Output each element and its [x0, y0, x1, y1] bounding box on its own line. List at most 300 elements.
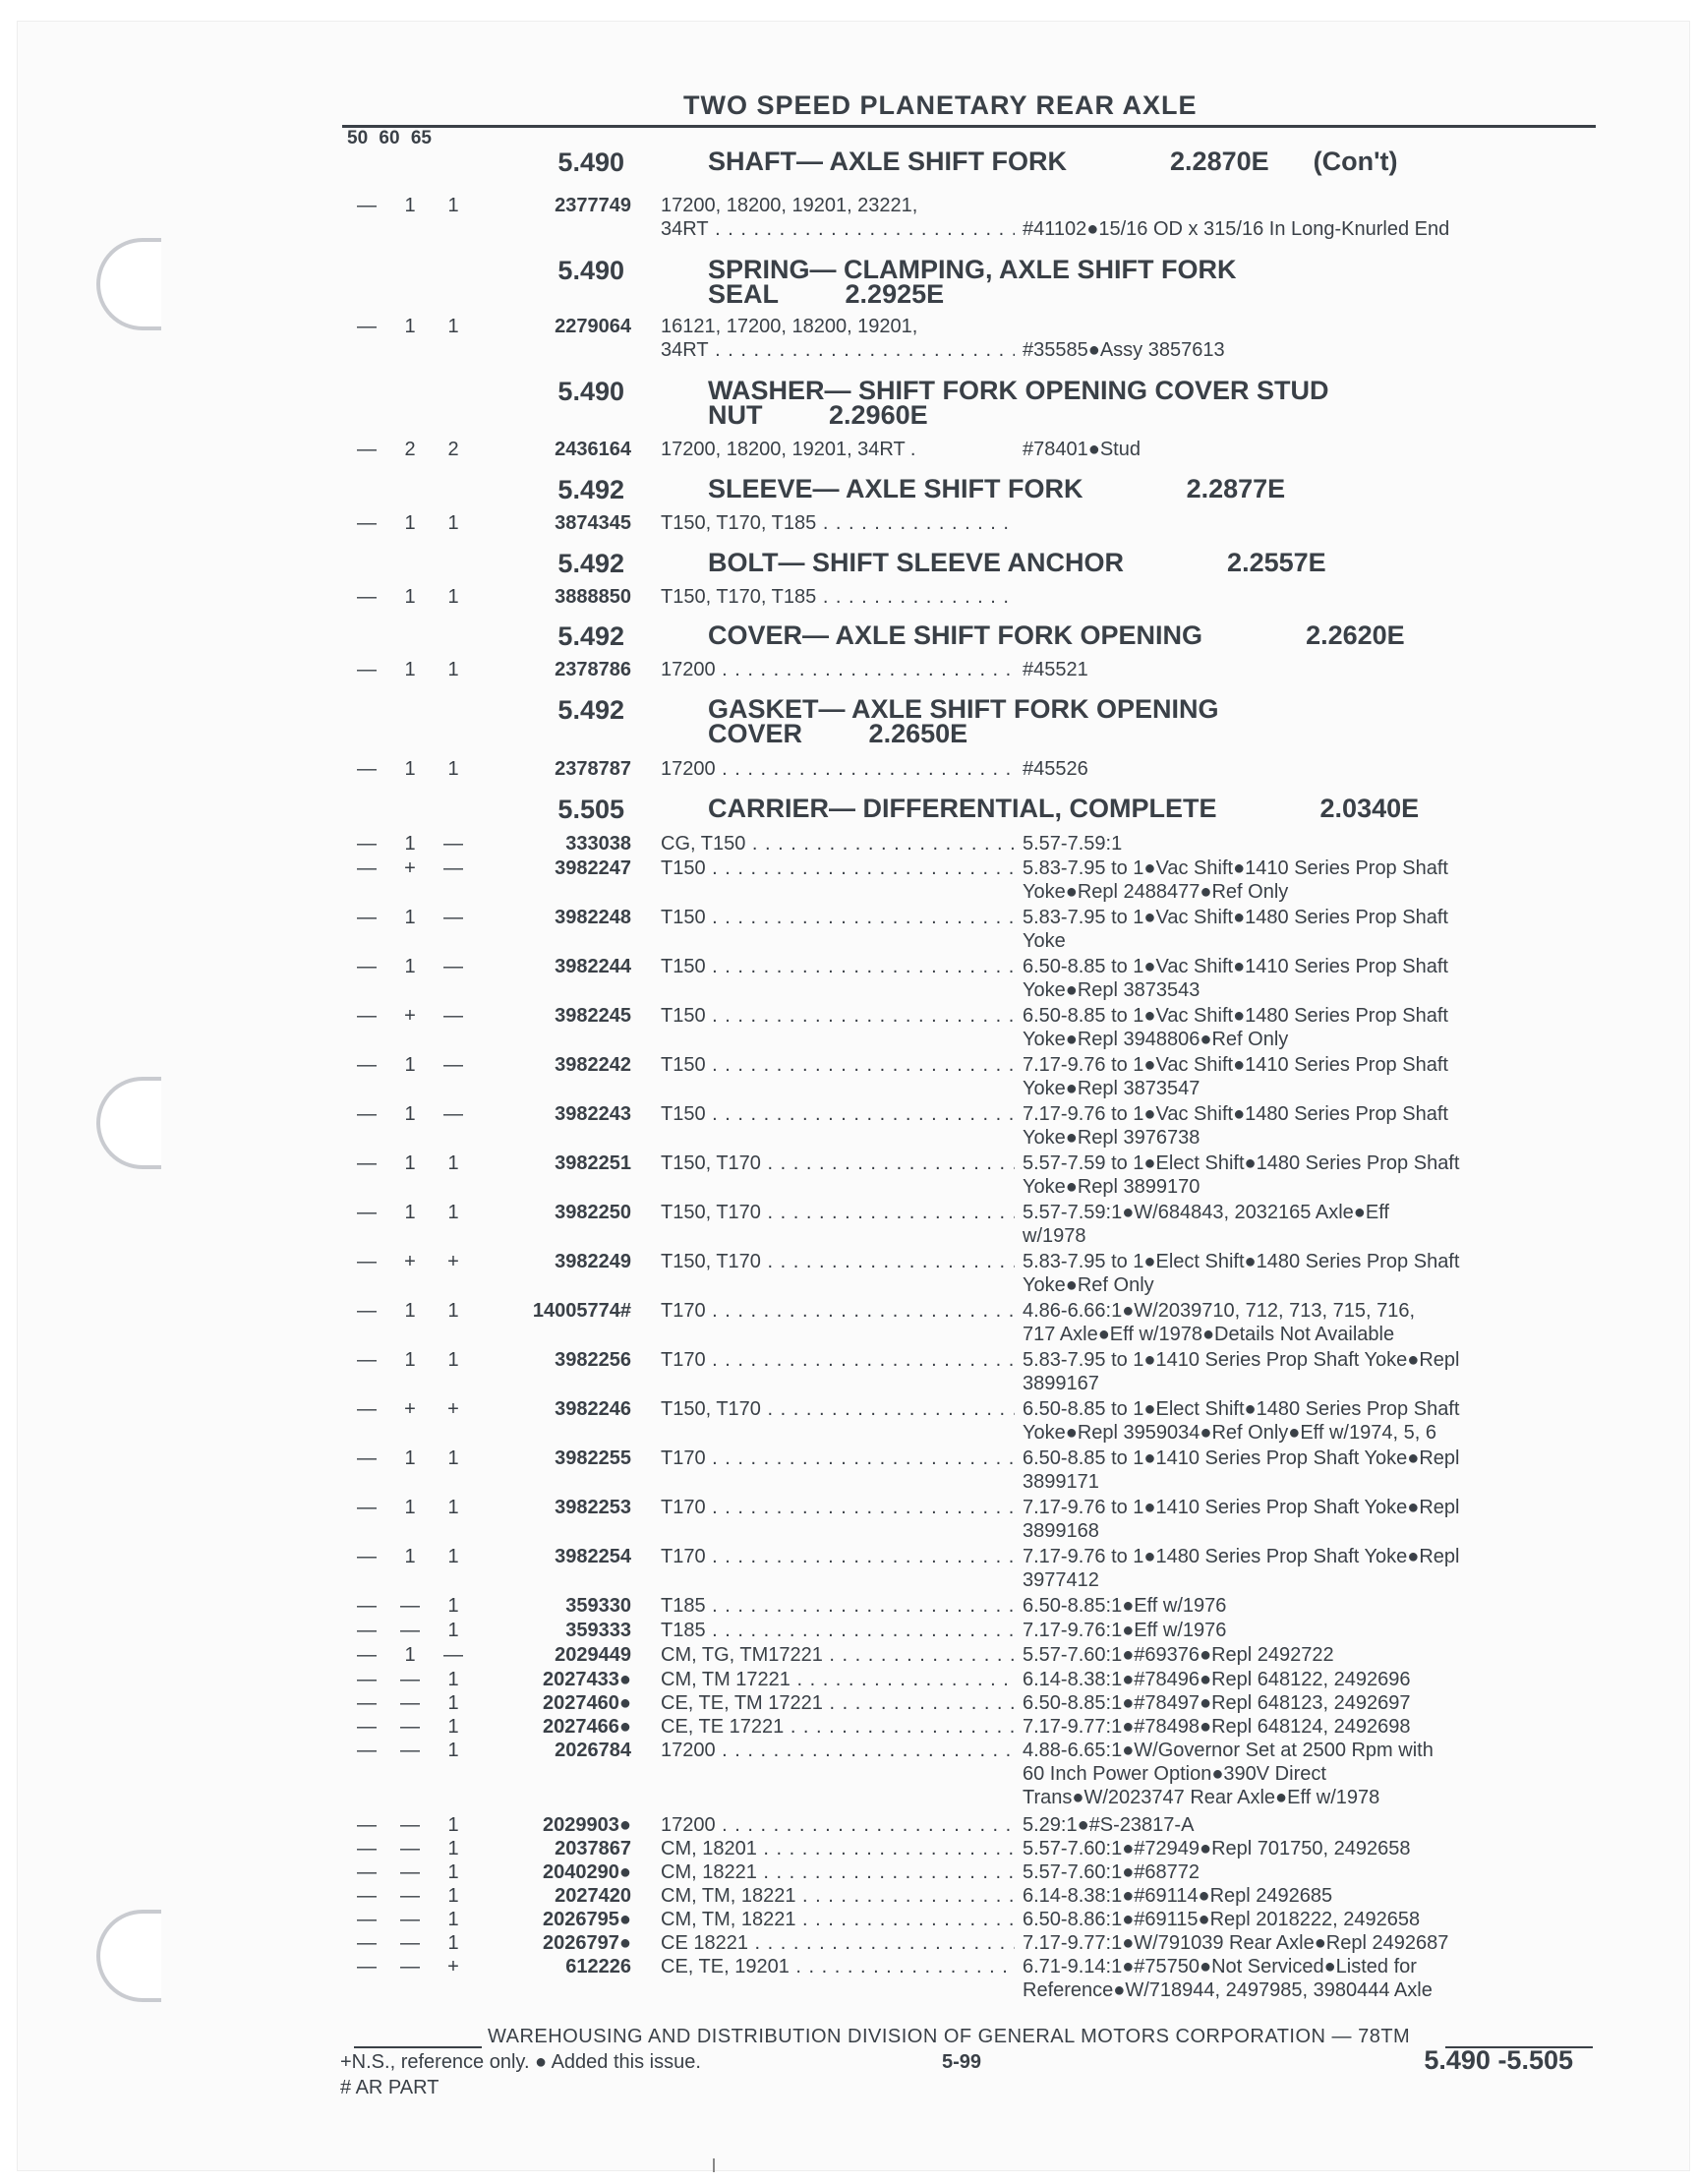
description-cont: [0, 1175, 1671, 1199]
description: 6.50-8.85 to 1●1410 Series Prop Shaft Yoke●Repl: [1023, 1447, 1460, 1469]
description-line: w/1978: [1023, 1225, 1086, 1247]
part-row: [0, 1884, 1671, 1908]
description: 6.71-9.14:1●#75750●Not Serviced●Listed for: [1023, 1956, 1417, 1977]
description-cont: [0, 1421, 1671, 1445]
qty-65: +: [447, 1956, 459, 1977]
qty-50: —: [357, 1202, 377, 1223]
section-name-cont: SEAL: [708, 279, 780, 309]
application: T150 . . .: [661, 856, 1015, 880]
qty-50: —: [357, 1838, 377, 1859]
qty-60: 1: [404, 833, 416, 855]
page-number: 5-99: [942, 2051, 982, 2073]
qty-50: —: [357, 586, 377, 608]
qty-50: —: [357, 1885, 377, 1907]
qty-65: —: [443, 833, 463, 855]
part-row: [0, 338, 1671, 362]
part-row: [0, 1837, 1671, 1860]
qty-50: —: [357, 857, 377, 879]
description: 4.86-6.66:1●W/2039710, 712, 713, 715, 716,: [1023, 1300, 1416, 1322]
qty-60: 1: [404, 1447, 416, 1469]
description-line: Reference●W/718944, 2497985, 3980444 Axle: [1023, 1979, 1433, 2001]
description: #41102●15/16 OD x 315/16 In Long-Knurled End: [1023, 218, 1450, 240]
application: CM, TG, TM17221 . . .: [661, 1643, 1015, 1667]
section-name-cont: NUT: [708, 400, 763, 430]
qty-65: —: [443, 857, 463, 879]
part-number: 3982246: [555, 1398, 631, 1420]
section-number: 5.490: [557, 148, 624, 177]
qty-60: 2: [404, 439, 416, 460]
application: CE, TE 17221 . . .: [661, 1715, 1015, 1739]
part-row: [0, 511, 1671, 535]
part-row: [0, 585, 1671, 609]
qty-60: 1: [404, 659, 416, 680]
section-name: GASKET— AXLE SHIFT FORK OPENING: [708, 694, 1219, 724]
part-row: [0, 906, 1671, 929]
part-number: 2026784: [555, 1740, 631, 1761]
application: T170 . . .: [661, 1446, 1015, 1470]
qty-50: —: [357, 1349, 377, 1371]
qty-50: —: [357, 1300, 377, 1322]
application-line1: 17200, 18200, 19201, 23221,: [661, 195, 918, 216]
description: 5.57-7.60:1●#72949●Repl 701750, 2492658: [1023, 1838, 1411, 1859]
qty-60: 1: [404, 1152, 416, 1174]
description: #45521: [1023, 659, 1088, 680]
part-number: 359333: [565, 1620, 631, 1641]
description: 6.50-8.85 to 1●Vac Shift●1480 Series Prop Shaft: [1023, 1005, 1448, 1027]
part-number: 2040290●: [543, 1861, 631, 1883]
qty-65: 1: [447, 1861, 459, 1883]
description-cont: [0, 1762, 1671, 1786]
part-number: 2436164: [555, 439, 631, 460]
page-range: 5.490 -5.505: [1424, 2045, 1573, 2075]
section-number: 5.492: [557, 549, 624, 578]
section-title: [708, 794, 1622, 823]
application: T150 . . .: [661, 1102, 1015, 1126]
description: 7.17-9.76 to 1●Vac Shift●1410 Series Prop Shaft: [1023, 1054, 1448, 1076]
description: 5.83-7.95 to 1●Vac Shift●1410 Series Prop Shaft: [1023, 857, 1448, 879]
section-title: [708, 376, 1622, 430]
part-row: [0, 1496, 1671, 1519]
qty-65: —: [443, 956, 463, 977]
description: 4.88-6.65:1●W/Governor Set at 2500 Rpm with: [1023, 1740, 1434, 1761]
part-row: [0, 1715, 1671, 1739]
part-number: 3874345: [555, 512, 631, 534]
description-cont: [0, 1273, 1671, 1297]
part-row: [0, 217, 1671, 241]
part-number: 3888850: [555, 586, 631, 608]
description: 6.50-8.85:1●#78497●Repl 648123, 2492697: [1023, 1692, 1411, 1714]
qty-65: 1: [447, 1814, 459, 1836]
description-cont: [0, 1978, 1671, 2002]
qty-65: —: [443, 1644, 463, 1666]
qty-65: 1: [447, 512, 459, 534]
part-number: 2027433●: [543, 1669, 631, 1690]
qty-65: 1: [447, 1497, 459, 1518]
qty-50: —: [357, 1251, 377, 1272]
part-number: 359330: [565, 1595, 631, 1617]
description-line: 3899171: [1023, 1471, 1099, 1493]
part-row: [0, 658, 1671, 681]
description: 5.83-7.95 to 1●Vac Shift●1480 Series Prop Shaft: [1023, 907, 1448, 928]
part-row: [0, 1813, 1671, 1837]
qty-65: 1: [447, 1300, 459, 1322]
qty-65: 1: [447, 1202, 459, 1223]
part-number: 2037867: [555, 1838, 631, 1859]
qty-60: —: [400, 1932, 420, 1954]
part-row: [0, 955, 1671, 978]
part-row: [0, 1908, 1671, 1931]
application: T150, T170 . . .: [661, 1151, 1015, 1175]
qty-65: 1: [447, 1838, 459, 1859]
description-line: Yoke: [1023, 930, 1066, 952]
section-name: COVER— AXLE SHIFT FORK OPENING: [708, 620, 1203, 650]
section-title: [708, 255, 1622, 309]
qty-65: 1: [447, 586, 459, 608]
qty-50: —: [357, 758, 377, 780]
part-number: 3982248: [555, 907, 631, 928]
application: 17200, 18200, 19201, 34RT .: [661, 439, 916, 460]
qty-50: —: [357, 1669, 377, 1690]
description-line: Yoke●Repl 3899170: [1023, 1176, 1200, 1198]
section-code: 2.2877E: [1186, 474, 1286, 503]
section-name: SPRING— CLAMPING, AXLE SHIFT FORK: [708, 255, 1237, 284]
part-row: [0, 1860, 1671, 1884]
part-row: [0, 1739, 1671, 1762]
description-cont: [0, 1126, 1671, 1150]
section-title: [708, 620, 1622, 650]
qty-50: —: [357, 1814, 377, 1836]
application: T170 . . .: [661, 1348, 1015, 1372]
qty-60: —: [400, 1595, 420, 1617]
qty-65: +: [447, 1398, 459, 1420]
section-name: WASHER— SHIFT FORK OPENING COVER STUD: [708, 376, 1329, 405]
part-row: [0, 1668, 1671, 1691]
qty-60: 1: [404, 758, 416, 780]
qty-60: —: [400, 1838, 420, 1859]
description: 6.50-8.85:1●Eff w/1976: [1023, 1595, 1227, 1617]
qty-50: —: [357, 1546, 377, 1567]
qty-50: —: [357, 1932, 377, 1954]
qty-65: 1: [447, 659, 459, 680]
qty-65: 1: [447, 195, 459, 216]
part-row: [0, 1151, 1671, 1175]
part-number: 3982253: [555, 1497, 631, 1518]
application: T150 . . .: [661, 906, 1015, 929]
qty-65: 1: [447, 1932, 459, 1954]
qty-50: —: [357, 195, 377, 216]
qty-60: —: [400, 1861, 420, 1883]
part-number: 2027466●: [543, 1716, 631, 1738]
qty-60: —: [400, 1909, 420, 1930]
part-number: 2027460●: [543, 1692, 631, 1714]
qty-60: 1: [404, 1300, 416, 1322]
description-cont: [0, 1519, 1671, 1543]
qty-65: 1: [447, 1740, 459, 1761]
description-line: 60 Inch Power Option●390V Direct: [1023, 1763, 1326, 1785]
section-number: 5.492: [557, 621, 624, 651]
qty-60: 1: [404, 1644, 416, 1666]
qty-65: 1: [447, 1669, 459, 1690]
qty-50: —: [357, 1740, 377, 1761]
application: CE 18221 . . .: [661, 1931, 1015, 1955]
description-cont: [0, 929, 1671, 953]
application: 34RT . . .: [661, 338, 1015, 362]
part-number: 2378787: [555, 758, 631, 780]
description: 5.57-7.60:1●#68772: [1023, 1861, 1200, 1883]
qty-60: —: [400, 1956, 420, 1977]
section-name: CARRIER— DIFFERENTIAL, COMPLETE: [708, 794, 1217, 823]
section-name-cont: COVER: [708, 719, 803, 748]
qty-50: —: [357, 956, 377, 977]
qty-60: 1: [404, 1054, 416, 1076]
description: 7.17-9.76 to 1●Vac Shift●1480 Series Prop Shaft: [1023, 1103, 1448, 1125]
part-row: [0, 1643, 1671, 1667]
part-row: [0, 1691, 1671, 1715]
application: CM, 18221 . . .: [661, 1860, 1015, 1884]
application-line1: 16121, 17200, 18200, 19201,: [661, 316, 918, 337]
description: 6.50-8.86:1●#69115●Repl 2018222, 2492658: [1023, 1909, 1421, 1930]
qty-60: —: [400, 1669, 420, 1690]
part-row: [0, 1053, 1671, 1077]
application: CE, TE, 19201 . . .: [661, 1955, 1015, 1978]
part-row: [0, 856, 1671, 880]
qty-50: —: [357, 1861, 377, 1883]
description-line: Yoke●Repl 3976738: [1023, 1127, 1200, 1149]
qty-60: 1: [404, 316, 416, 337]
qty-60: —: [400, 1814, 420, 1836]
description-line: Yoke●Repl 3873543: [1023, 979, 1200, 1001]
footer-legend-ar: # AR PART: [340, 2077, 439, 2098]
description-line: Yoke●Ref Only: [1023, 1274, 1154, 1296]
description-cont: [0, 1372, 1671, 1395]
description-line: 717 Axle●Eff w/1978●Details Not Available: [1023, 1324, 1395, 1345]
qty-50: —: [357, 1692, 377, 1714]
qty-60: 1: [404, 1103, 416, 1125]
description: 7.17-9.77:1●#78498●Repl 648124, 2492698: [1023, 1716, 1411, 1738]
section-title: [708, 548, 1622, 577]
section-code: 2.2650E: [868, 719, 968, 748]
part-row: [0, 1594, 1671, 1618]
description-line: 3977412: [1023, 1569, 1099, 1591]
part-number: 2026795●: [543, 1909, 631, 1930]
description: #78401●Stud: [1023, 439, 1141, 460]
application: T150 . . .: [661, 1004, 1015, 1028]
section-name: SLEEVE— AXLE SHIFT FORK: [708, 474, 1083, 503]
section-code: 2.2925E: [845, 279, 945, 309]
qty-50: —: [357, 316, 377, 337]
section-number: 5.505: [557, 795, 624, 824]
description-cont: [0, 1568, 1671, 1592]
qty-50: —: [357, 1716, 377, 1738]
qty-60: 1: [404, 956, 416, 977]
part-number: 3982245: [555, 1005, 631, 1027]
section-code: 2.2960E: [829, 400, 928, 430]
qty-50: —: [357, 512, 377, 534]
description: 6.50-8.85 to 1●Elect Shift●1480 Series Prop Shaft: [1023, 1398, 1460, 1420]
qty-65: —: [443, 1103, 463, 1125]
section-number: 5.490: [557, 256, 624, 285]
qty-50: —: [357, 1497, 377, 1518]
footer-legend: +N.S., reference only. ● Added this issue.: [340, 2051, 701, 2073]
part-row-prefix: [0, 194, 1671, 217]
description-line: Trans●W/2023747 Rear Axle●Eff w/1978: [1023, 1787, 1380, 1808]
part-row: [0, 1446, 1671, 1470]
description: 6.50-8.85 to 1●Vac Shift●1410 Series Prop Shaft: [1023, 956, 1448, 977]
part-row: [0, 1004, 1671, 1028]
description-cont: [0, 880, 1671, 904]
qty-60: —: [400, 1692, 420, 1714]
application: T150, T170 . . .: [661, 1201, 1015, 1224]
part-number: 3982244: [555, 956, 631, 977]
description-line: 3899168: [1023, 1520, 1099, 1542]
description: 5.57-7.59 to 1●Elect Shift●1480 Series Prop Shaft: [1023, 1152, 1460, 1174]
description: 7.17-9.77:1●W/791039 Rear Axle●Repl 2492687: [1023, 1932, 1449, 1954]
part-number: 2027420: [555, 1885, 631, 1907]
description: 5.57-7.59:1●W/684843, 2032165 Axle●Eff: [1023, 1202, 1389, 1223]
part-row: [0, 757, 1671, 781]
part-row: [0, 1201, 1671, 1224]
continued-label: (Con't): [1313, 147, 1398, 176]
qty-60: —: [400, 1620, 420, 1641]
description: 6.14-8.38:1●#69114●Repl 2492685: [1023, 1885, 1333, 1907]
part-row: [0, 1250, 1671, 1273]
part-number: 3982243: [555, 1103, 631, 1125]
section-title: [708, 474, 1622, 503]
part-number: 333038: [565, 833, 631, 855]
part-number: 2378786: [555, 659, 631, 680]
qty-65: 1: [447, 1909, 459, 1930]
section-number: 5.492: [557, 695, 624, 725]
description: 7.17-9.76:1●Eff w/1976: [1023, 1620, 1227, 1641]
application: T150, T170, T185 . . .: [661, 585, 1015, 609]
part-number: 3982249: [555, 1251, 631, 1272]
part-number: 612226: [565, 1956, 631, 1977]
application: 17200 . . .: [661, 757, 1015, 781]
section-number: 5.490: [557, 377, 624, 406]
part-number: 3982247: [555, 857, 631, 879]
application: CE, TE, TM 17221 . . .: [661, 1691, 1015, 1715]
application: 17200 . . .: [661, 1813, 1015, 1837]
description: 5.83-7.95 to 1●1410 Series Prop Shaft Yoke●Repl: [1023, 1349, 1460, 1371]
qty-65: —: [443, 1005, 463, 1027]
qty-60: +: [404, 857, 416, 879]
part-row: [0, 832, 1671, 856]
qty-65: 1: [447, 316, 459, 337]
description-cont: [0, 1323, 1671, 1346]
qty-65: 1: [447, 1546, 459, 1567]
description-cont: [0, 1224, 1671, 1248]
description-line: Yoke●Repl 3959034●Ref Only●Eff w/1974, 5, 6: [1023, 1422, 1436, 1444]
qty-65: 1: [447, 1885, 459, 1907]
application: T150, T170 . . .: [661, 1250, 1015, 1273]
qty-50: —: [357, 1644, 377, 1666]
description-cont: [0, 978, 1671, 1002]
qty-50: —: [357, 1595, 377, 1617]
qty-60: +: [404, 1398, 416, 1420]
header-rule: [342, 125, 1596, 128]
application: CM, TM 17221 . . .: [661, 1668, 1015, 1691]
description-line: 3899167: [1023, 1373, 1099, 1394]
part-row: [0, 1102, 1671, 1126]
footer-publisher: WAREHOUSING AND DISTRIBUTION DIVISION OF GENERAL MOTORS CORPORATION — 78TM: [488, 2026, 1411, 2047]
part-number: 3982250: [555, 1202, 631, 1223]
part-row: [0, 1299, 1671, 1323]
qty-50: —: [357, 659, 377, 680]
description: 5.57-7.60:1●#69376●Repl 2492722: [1023, 1644, 1334, 1666]
qty-60: 1: [404, 1546, 416, 1567]
application: 17200 . . .: [661, 658, 1015, 681]
qty-50: —: [357, 1447, 377, 1469]
part-number: 3982242: [555, 1054, 631, 1076]
part-row: [0, 1955, 1671, 1978]
description: 7.17-9.76 to 1●1410 Series Prop Shaft Yoke●Repl: [1023, 1497, 1460, 1518]
section-name: SHAFT— AXLE SHIFT FORK: [708, 147, 1067, 176]
part-number: 2279064: [555, 316, 631, 337]
application: CM, 18201 . . .: [661, 1837, 1015, 1860]
part-row: [0, 1545, 1671, 1568]
application: T150 . . .: [661, 955, 1015, 978]
part-row: [0, 1931, 1671, 1955]
qty-50: —: [357, 1103, 377, 1125]
description-cont: [0, 1470, 1671, 1494]
part-row: [0, 1619, 1671, 1642]
qty-65: 1: [447, 1716, 459, 1738]
qty-50: —: [357, 1398, 377, 1420]
application: T150, T170 . . .: [661, 1397, 1015, 1421]
qty-65: 1: [447, 758, 459, 780]
qty-65: 1: [447, 1620, 459, 1641]
qty-60: 1: [404, 512, 416, 534]
qty-50: —: [357, 1909, 377, 1930]
qty-65: 1: [447, 1152, 459, 1174]
qty-60: +: [404, 1251, 416, 1272]
section-code: 2.2557E: [1227, 548, 1326, 577]
part-number: 2029449: [555, 1644, 631, 1666]
description: 7.17-9.76 to 1●1480 Series Prop Shaft Yoke●Repl: [1023, 1546, 1460, 1567]
part-row: [0, 1348, 1671, 1372]
page-title: TWO SPEED PLANETARY REAR AXLE: [683, 90, 1198, 120]
application: T170 . . .: [661, 1299, 1015, 1323]
qty-60: +: [404, 1005, 416, 1027]
application: T185 . . .: [661, 1619, 1015, 1642]
part-number: 3982256: [555, 1349, 631, 1371]
section-title: [708, 694, 1622, 748]
description-cont: [0, 1786, 1671, 1809]
qty-65: 1: [447, 1692, 459, 1714]
part-row-prefix: [0, 315, 1671, 338]
part-number: 2026797●: [543, 1932, 631, 1954]
part-row: [0, 438, 1671, 461]
application: T170 . . .: [661, 1545, 1015, 1568]
footer-rule: [354, 2046, 482, 2048]
qty-50: —: [357, 1152, 377, 1174]
qty-60: 1: [404, 195, 416, 216]
description: 6.14-8.38:1●#78496●Repl 648122, 2492696: [1023, 1669, 1411, 1690]
qty-50: —: [357, 1005, 377, 1027]
description: 5.29:1●#S-23817-A: [1023, 1814, 1195, 1836]
section-name: BOLT— SHIFT SLEEVE ANCHOR: [708, 548, 1125, 577]
qty-60: 1: [404, 586, 416, 608]
qty-65: 1: [447, 1349, 459, 1371]
section-number: 5.492: [557, 475, 624, 504]
description: 5.83-7.95 to 1●Elect Shift●1480 Series Prop Shaft: [1023, 1251, 1460, 1272]
description: #45526: [1023, 758, 1088, 780]
description-line: Yoke●Repl 2488477●Ref Only: [1023, 881, 1289, 903]
qty-50: —: [357, 1054, 377, 1076]
part-number: 3982255: [555, 1447, 631, 1469]
qty-60: —: [400, 1716, 420, 1738]
qty-65: —: [443, 1054, 463, 1076]
